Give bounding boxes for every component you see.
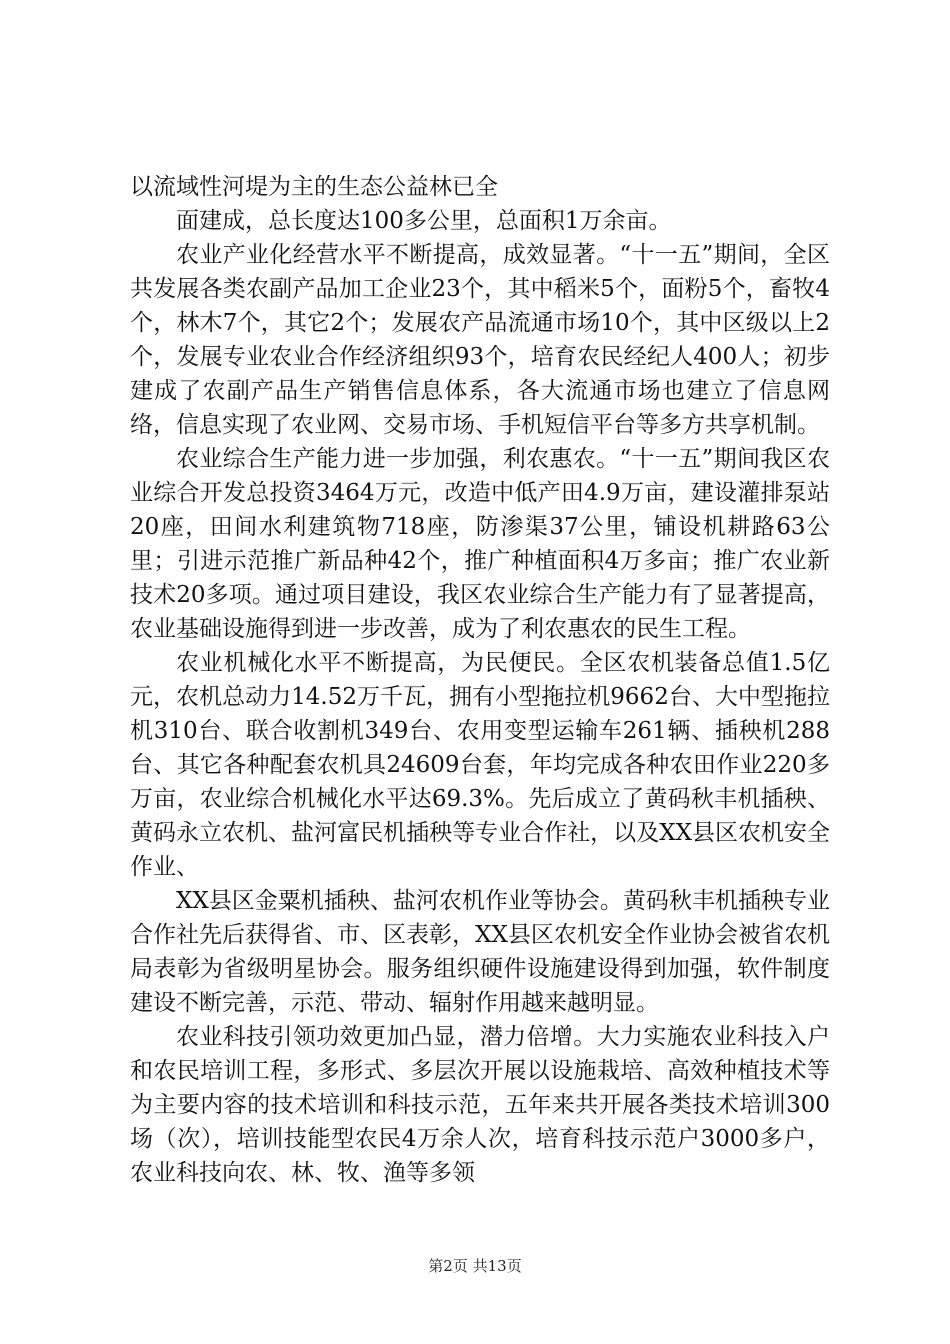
text-line: 以流域性河堤为主的生态公益林已全 bbox=[130, 174, 498, 200]
document-body bbox=[130, 170, 830, 1190]
page-footer: 第2页 共13页 bbox=[428, 1257, 522, 1275]
paragraph: 面建成，总长度达100多公里，总面积1万余亩。 bbox=[176, 208, 672, 234]
paragraph: 农业综合生产能力进一步加强，利农惠农。“十一五”期间我区农业综合开发总投资3464万元，改造中低产田4.9万亩，建设灌排泵站20座，田间水利建筑物718座，防渗渠37公里，铺设机耕路63公里；引进示范推广新品种42个，推广种植面积4万多亩；推广农业新技术20多项。通过项目建设，我区农业综合生产能力有了显著提高，农业基础设施得到进一步改善，成为了利农惠农的民生工程。 bbox=[130, 446, 830, 642]
paragraph: XX县区金粟机插秧、盐河农机作业等协会。黄码秋丰机插秧专业合作社先后获得省、市、区表彰，XX县区农机安全作业协会被省农机局表彰为省级明星协会。服务组织硬件设施建设得到加强，软件制度建设不断完善，示范、带动、辐射作用越来越明显。 bbox=[130, 888, 830, 1016]
paragraph: 农业机械化水平不断提高，为民便民。全区农机装备总值1.5亿元，农机总动力14.52万千瓦，拥有小型拖拉机9662台、大中型拖拉机310台、联合收割机349台、农用变型运输车261辆、插秧机288台、其它各种配套农机具24609台套，年均完成各种农田作业220多万亩，农业综合机械化水平达69.3%。先后成立了黄码秋丰机插秧、黄码永立农机、盐河富民机插秧等专业合作社，以及XX县区农机安全作业、 bbox=[130, 650, 830, 880]
paragraph: 农业产业化经营水平不断提高，成效显著。“十一五”期间，全区共发展各类农副产品加工企业23个，其中稻米5个，面粉5个，畜牧4个，林木7个，其它2个；发展农产品流通市场10个，其中区级以上2个，发展专业农业合作经济组织93个，培育农民经纪人400人；初步建成了农副产品生产销售信息体系，各大流通市场也建立了信息网络，信息实现了农业网、交易市场、手机短信平台等多方共享机制。 bbox=[130, 242, 830, 438]
paragraph: 农业科技引领功效更加凸显，潜力倍增。大力实施农业科技入户和农民培训工程，多形式、多层次开展以设施栽培、高效种植技术等为主要内容的技术培训和科技示范，五年来共开展各类技术培训300场（次），培训技能型农民4万余人次，培育科技示范户3000多户，农业科技向农、林、牧、渔等多领 bbox=[130, 1024, 830, 1186]
